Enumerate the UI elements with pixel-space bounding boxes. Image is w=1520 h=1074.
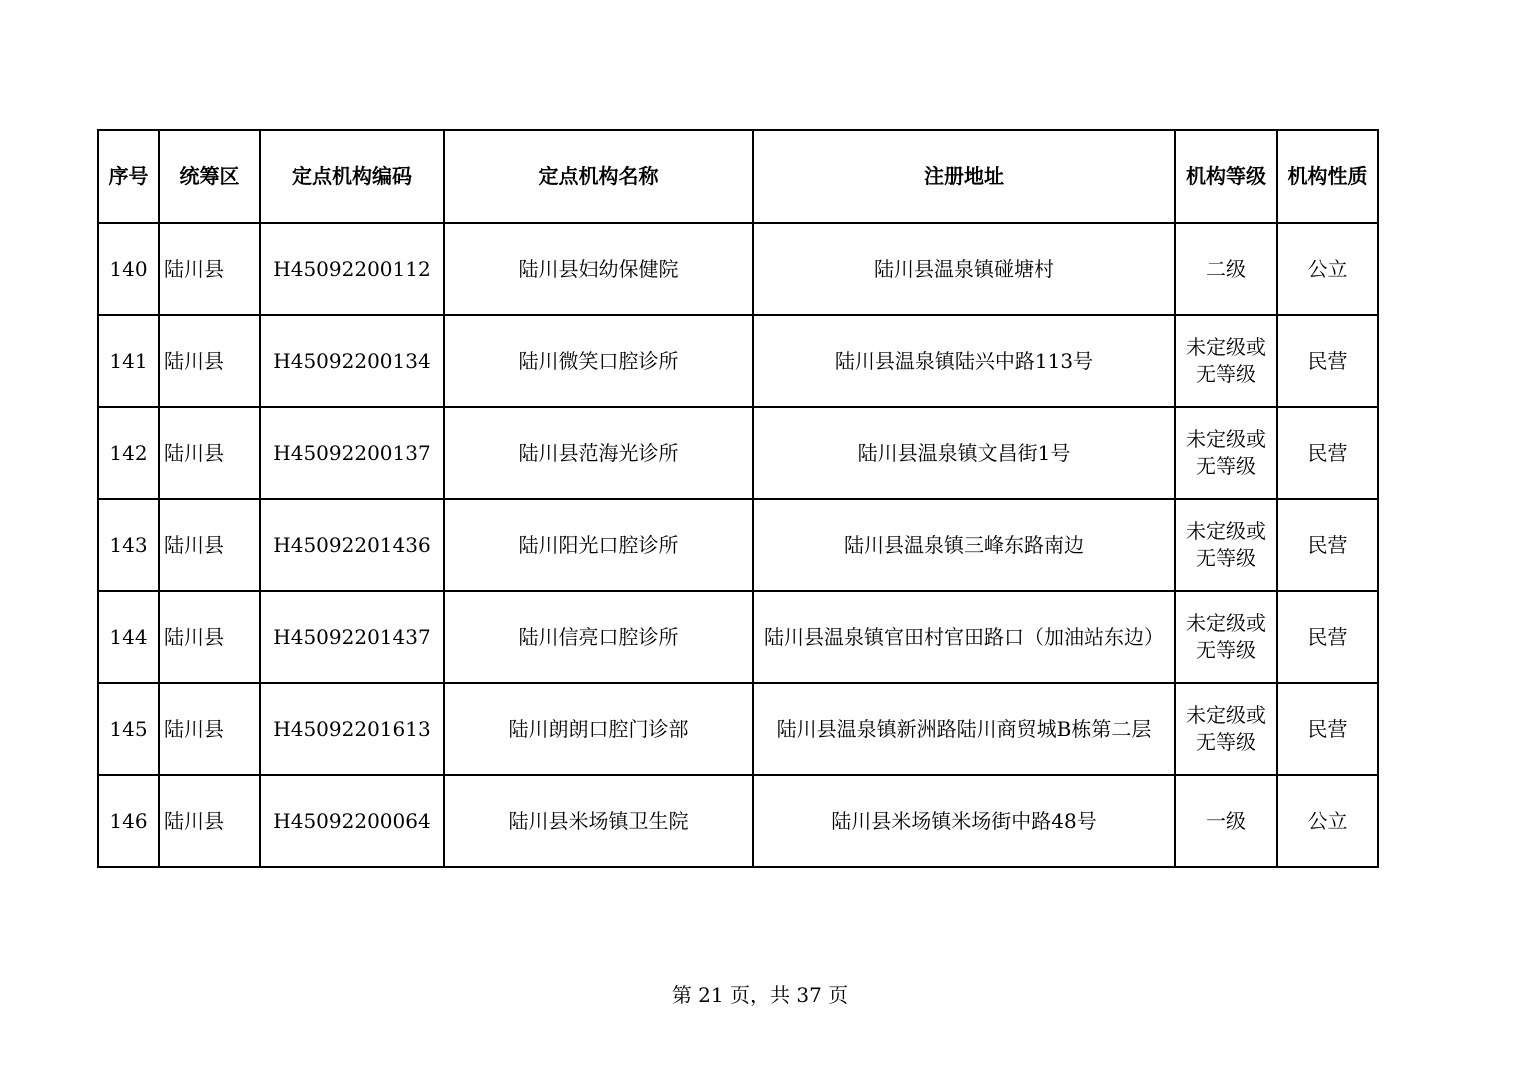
table-header-row [98,130,1378,223]
cell-institution-name: 陆川县范海光诊所 [444,407,753,499]
cell-institution-level: 未定级或无等级 [1175,315,1277,407]
cell-institution-name: 陆川县米场镇卫生院 [444,775,753,867]
cell-registered-address: 陆川县米场镇米场街中路48号 [753,775,1175,867]
cell-pooling-area: 陆川县 [159,223,260,315]
header-registered-address: 注册地址 [753,130,1175,223]
cell-institution-level: 未定级或无等级 [1175,683,1277,775]
cell-institution-name: 陆川朗朗口腔门诊部 [444,683,753,775]
cell-institution-level: 未定级或无等级 [1175,407,1277,499]
cell-institution-name: 陆川信亮口腔诊所 [444,591,753,683]
cell-institution-code: H45092200137 [260,407,444,499]
cell-institution-type: 公立 [1277,223,1378,315]
cell-registered-address: 陆川县温泉镇文昌街1号 [753,407,1175,499]
cell-institution-code: H45092200134 [260,315,444,407]
header-institution-code: 定点机构编码 [260,130,444,223]
cell-institution-name: 陆川阳光口腔诊所 [444,499,753,591]
cell-institution-type: 民营 [1277,407,1378,499]
cell-institution-code: H45092201436 [260,499,444,591]
cell-institution-type: 民营 [1277,591,1378,683]
cell-pooling-area: 陆川县 [159,591,260,683]
header-pooling-area: 统筹区 [159,130,260,223]
table-row [98,407,1378,499]
institution-table [97,129,1379,868]
cell-registered-address: 陆川县温泉镇陆兴中路113号 [753,315,1175,407]
table-row [98,775,1378,867]
cell-pooling-area: 陆川县 [159,315,260,407]
cell-pooling-area: 陆川县 [159,775,260,867]
header-institution-level: 机构等级 [1175,130,1277,223]
cell-institution-code: H45092200112 [260,223,444,315]
header-institution-type: 机构性质 [1277,130,1378,223]
cell-institution-code: H45092200064 [260,775,444,867]
table-row [98,223,1378,315]
cell-serial-no: 145 [98,683,159,775]
cell-serial-no: 144 [98,591,159,683]
cell-institution-type: 民营 [1277,683,1378,775]
cell-serial-no: 143 [98,499,159,591]
cell-registered-address: 陆川县温泉镇三峰东路南边 [753,499,1175,591]
page-number-footer: 第 21 页，共 37 页 [671,983,849,1007]
cell-registered-address: 陆川县温泉镇新洲路陆川商贸城B栋第二层 [753,683,1175,775]
cell-serial-no: 141 [98,315,159,407]
header-serial-no: 序号 [98,130,159,223]
cell-registered-address: 陆川县温泉镇官田村官田路口（加油站东边） [753,591,1175,683]
cell-institution-level: 二级 [1175,223,1277,315]
cell-pooling-area: 陆川县 [159,499,260,591]
cell-institution-name: 陆川县妇幼保健院 [444,223,753,315]
cell-institution-type: 公立 [1277,775,1378,867]
cell-institution-level: 未定级或无等级 [1175,499,1277,591]
header-institution-name: 定点机构名称 [444,130,753,223]
cell-institution-type: 民营 [1277,315,1378,407]
cell-registered-address: 陆川县温泉镇碰塘村 [753,223,1175,315]
cell-institution-type: 民营 [1277,499,1378,591]
cell-pooling-area: 陆川县 [159,407,260,499]
cell-institution-level: 未定级或无等级 [1175,591,1277,683]
cell-institution-code: H45092201437 [260,591,444,683]
table-row [98,315,1378,407]
table-row [98,683,1378,775]
cell-institution-name: 陆川微笑口腔诊所 [444,315,753,407]
cell-pooling-area: 陆川县 [159,683,260,775]
cell-institution-level: 一级 [1175,775,1277,867]
cell-serial-no: 140 [98,223,159,315]
cell-serial-no: 146 [98,775,159,867]
table-row [98,591,1378,683]
table-row [98,499,1378,591]
cell-institution-code: H45092201613 [260,683,444,775]
cell-serial-no: 142 [98,407,159,499]
